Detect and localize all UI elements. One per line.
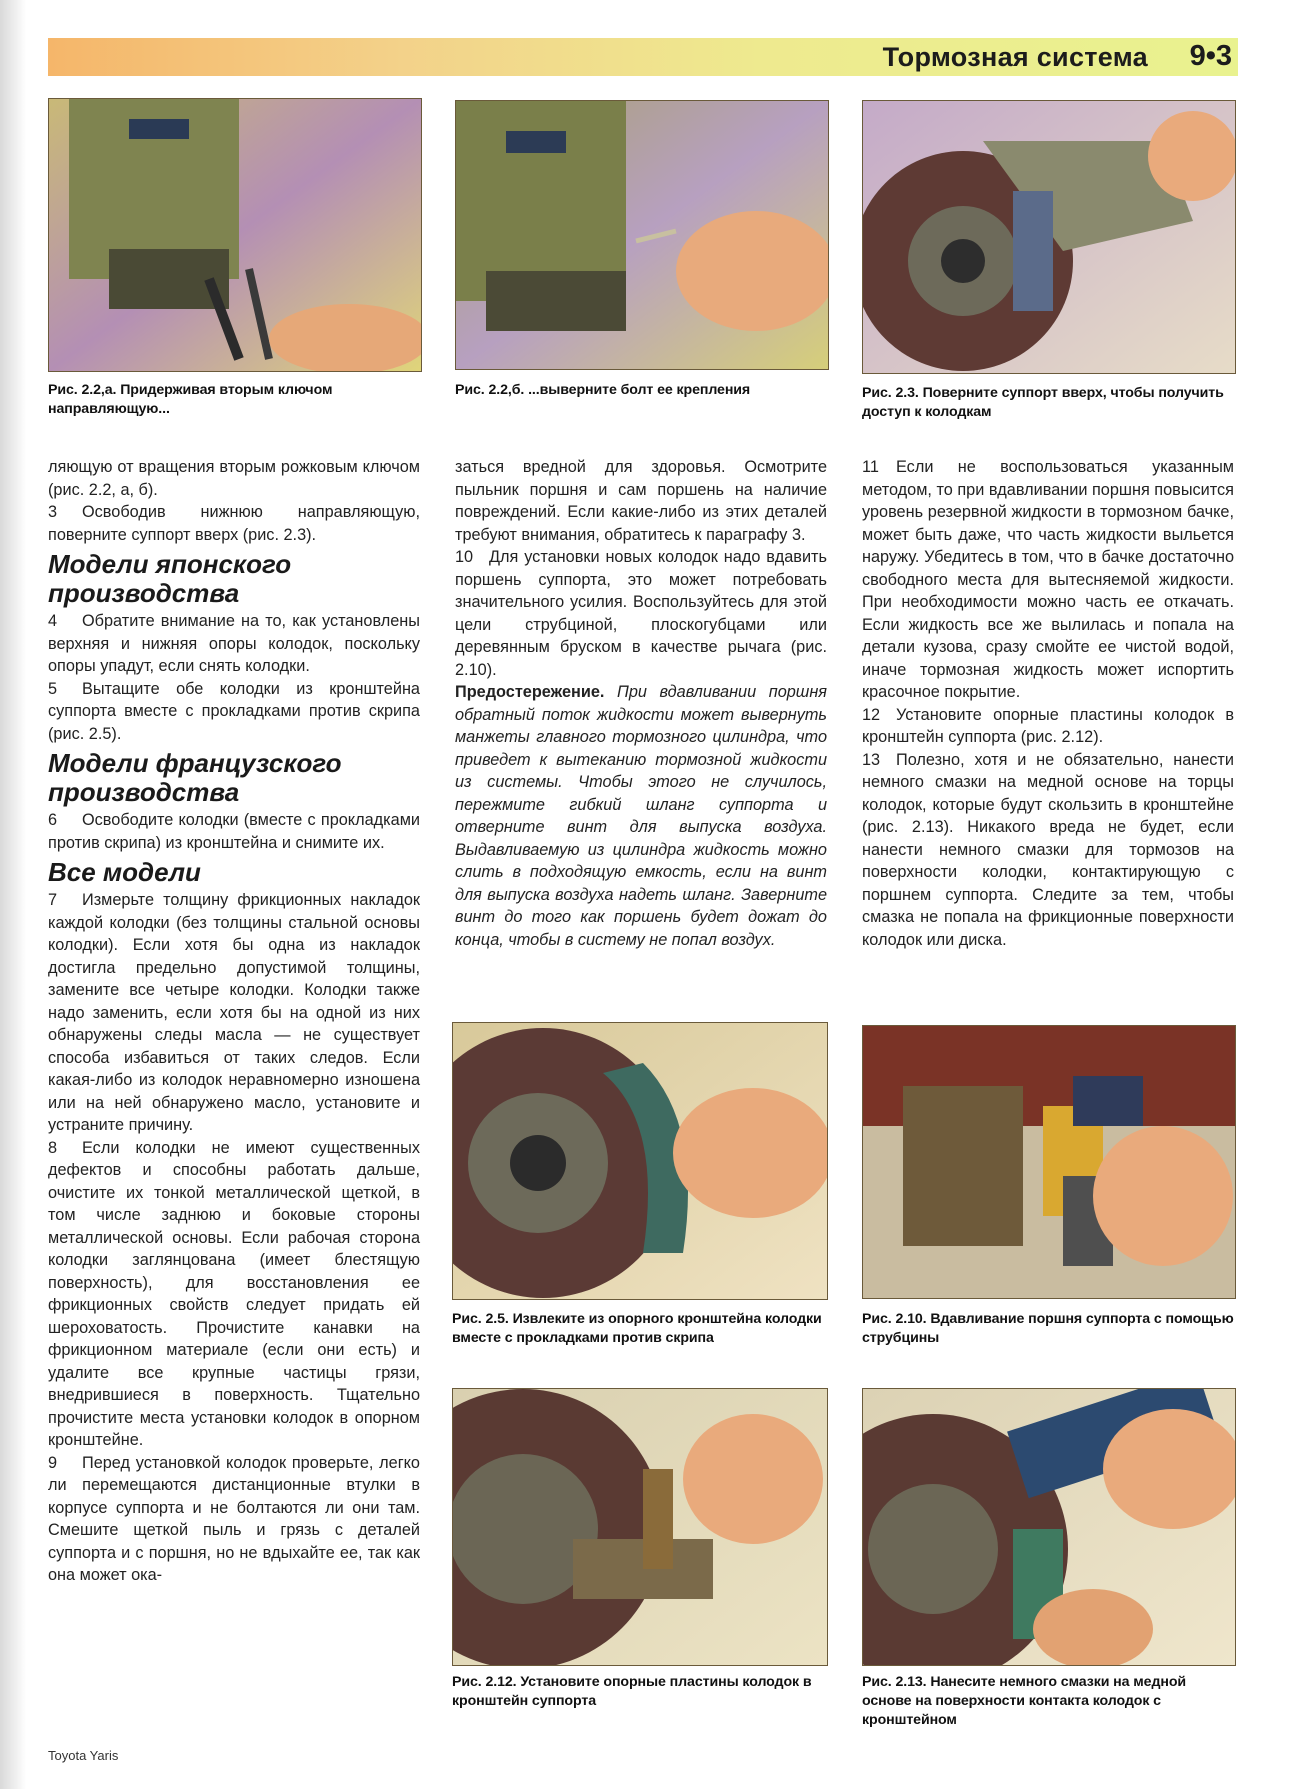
photo-fig-2-13 bbox=[862, 1388, 1236, 1666]
paragraph-10 bbox=[455, 546, 827, 681]
paragraph-number: 10 bbox=[455, 548, 474, 566]
heading-french-models: Модели французского производства bbox=[48, 748, 342, 807]
paragraph-number: 8 bbox=[48, 1138, 58, 1157]
paragraph-text: Полезно, хотя и не обязательно, нанести немного смазки на медной основе на торцы колодок, которые будут скользить в кронштейне (рис. 2.13). Никакого вреда не будет, если нанести немного смазки для тормозов на поверхности колодки, контактирующую с поршнем суппорта. Следите за тем, чтобы смазка не попала на фрикционные поверхности колодок или диска. bbox=[862, 750, 1234, 949]
paragraph-4 bbox=[48, 610, 420, 678]
caption-fig-2-3: Рис. 2.3. Поверните суппорт вверх, чтобы получить доступ к колодкам bbox=[862, 385, 1224, 420]
heading-japan-models: Модели японского производства bbox=[48, 549, 292, 608]
paragraph-13 bbox=[862, 749, 1234, 952]
paragraph-text: Если не воспользоваться указанным методом, то при вдавливании поршня повысится уровень резервной жидкости в тормозном бачке, может быть даже, что часть жидкости выльется наружу. Убедитесь в том, что в бачке достаточно свободного места для вытесняемой жидкости. При необходимости можно часть ее откачать. Если жидкость все же вылилась и попала на детали кузова, сразу смойте ее чистой водой, иначе тормозная жидкость может испортить красочное покрытие. bbox=[862, 458, 1234, 701]
text-column-2 bbox=[455, 456, 827, 951]
chapter-title: Тормозная система bbox=[882, 42, 1148, 72]
warning-note bbox=[455, 681, 827, 951]
paragraph-6 bbox=[48, 809, 420, 854]
paragraph-11 bbox=[862, 456, 1234, 704]
paragraph-number: 11 bbox=[862, 458, 879, 476]
paragraph-7 bbox=[48, 889, 420, 1137]
heading-all-models: Все модели bbox=[48, 857, 201, 887]
caption-fig-2-12: Рис. 2.12. Установите опорные пластины колодок в кронштейн суппорта bbox=[452, 1674, 812, 1709]
paragraph-8 bbox=[48, 1137, 420, 1452]
warning-text: При вдавливании поршня обратный поток жидкости может вывернуть манжеты главного тормозного цилиндра, что приведет к вытеканию тормозной жидкости из системы. Чтобы этого не случилось, пережмите гибкий шланг суппорта и отверните винт для выпуска воздуха. Выдавливаемую из цилиндра жидкость можно слить в подходящую емкость, если на винт для выпуска воздуха надеть шланг. Заверните винт до того как поршень будет дожат до конца, чтобы в систему не попал воздух. bbox=[455, 683, 827, 949]
page-footer: Toyota Yaris bbox=[48, 1748, 119, 1763]
caption-fig-2-13: Рис. 2.13. Нанесите немного смазки на медной основе на поверхности контакта колодок с кронштейном bbox=[862, 1674, 1187, 1728]
paragraph-number: 12 bbox=[862, 705, 881, 724]
warning-label: Предостережение. bbox=[455, 683, 605, 701]
paragraph-text: Освободите колодки (вместе с прокладками против скрипа) из кронштейна и снимите их. bbox=[48, 811, 420, 852]
paragraph-text: Обратите внимание на то, как установлены верхняя и нижняя опоры колодок, поскольку опоры упадут, если снять колодки. bbox=[48, 612, 420, 675]
paragraph-number: 6 bbox=[48, 811, 58, 829]
paragraph-text: Освободив нижнюю направляющую, поверните суппорт вверх (рис. 2.3). bbox=[48, 503, 420, 544]
paragraph-number: 4 bbox=[48, 612, 58, 630]
caption-fig-2-10: Рис. 2.10. Вдавливание поршня суппорта с помощью струбцины bbox=[862, 1311, 1234, 1346]
paragraph-text: Вытащите обе колодки из кронштейна суппорта вместе с прокладками против скрипа (рис. 2.5). bbox=[48, 679, 420, 743]
paragraph-5 bbox=[48, 678, 420, 746]
paragraph-3 bbox=[48, 501, 420, 546]
paragraph-number: 5 bbox=[48, 679, 58, 698]
paragraph-text: Установите опорные пластины колодок в кронштейн суппорта (рис. 2.12). bbox=[862, 705, 1234, 746]
paragraph-continued: ляющую от вращения вторым рожковым ключом (рис. 2.2, а, б). bbox=[48, 458, 420, 499]
paragraph-continued: заться вредной для здоровья. Осмотрите пыльник поршня и сам поршень на наличие повреждений. Если какие-либо из этих деталей требуют внимания, обратитесь к параграфу 3. bbox=[455, 458, 827, 544]
paragraph-9 bbox=[48, 1452, 420, 1587]
caption-fig-2-5: Рис. 2.5. Извлеките из опорного кронштейна колодки вместе с прокладками против скрипа bbox=[452, 1311, 822, 1346]
photo-fig-2-2a bbox=[48, 98, 422, 372]
page-spine-shadow bbox=[0, 0, 26, 1789]
page-header bbox=[48, 38, 1238, 76]
paragraph-number: 13 bbox=[862, 750, 881, 769]
page-number: 9•3 bbox=[1189, 40, 1232, 72]
paragraph-text: Перед установкой колодок проверьте, легко ли перемещаются дистанционные втулки в корпусе суппорта и не болтаются ли они там. Смешите щеткой пыль и грязь с деталей суппорта и с поршня, но не вдыхайте ее, так как она может ока- bbox=[48, 1453, 420, 1584]
paragraph-text: Если колодки не имеют существенных дефектов и способны работать дальше, очистите их тонкой металлической щеткой, в том числе заднюю и боковые стороны металлической основы. Если рабочая сторона колодки заглянцована (имеет блестящую поверхность), для восстановления ее фрикционных свойств следует придать ей шероховатость. Прочистите канавки на фрикционном материале (если они есть) и удалите все крупные частицы грязи, внедрившиеся в поверхность. Тщательно прочистите места установки колодок в опорном кронштейне. bbox=[48, 1138, 420, 1449]
photo-fig-2-3 bbox=[862, 100, 1236, 374]
photo-fig-2-2b bbox=[455, 100, 829, 370]
photo-fig-2-5 bbox=[452, 1022, 828, 1300]
caption-fig-2-2b: Рис. 2.2,б. ...выверните болт ее крепления bbox=[455, 382, 751, 398]
paragraph-number: 3 bbox=[48, 503, 58, 521]
text-column-3 bbox=[862, 456, 1234, 951]
paragraph-12 bbox=[862, 704, 1234, 749]
text-column-1 bbox=[48, 456, 420, 1587]
caption-fig-2-2a: Рис. 2.2,а. Придерживая вторым ключом направляющую... bbox=[48, 382, 333, 417]
paragraph-number: 9 bbox=[48, 1453, 58, 1472]
paragraph-text: Для установки новых колодок надо вдавить поршень суппорта, это может потребовать значительного усилия. Воспользуйтесь для этой цели струбциной, плоскогубцами или деревянным бруском в качестве рычага (рис. 2.10). bbox=[455, 548, 827, 679]
paragraph-number: 7 bbox=[48, 891, 58, 909]
photo-fig-2-12 bbox=[452, 1388, 828, 1666]
paragraph-text: Измерьте толщину фрикционных накладок каждой колодки (без толщины стальной основы колодки). Если хотя бы одна из накладок достигла предельно допустимой толщины, замените все четыре колодки. Колодки также надо заменить, если хотя бы на одной из них обнаружены следы масла — не существует способа избавиться от таких следов. Если какая-либо из колодок неравномерно изношена или на ней обнаружено масло, установите и устраните причину. bbox=[48, 891, 420, 1134]
photo-fig-2-10 bbox=[862, 1025, 1236, 1299]
